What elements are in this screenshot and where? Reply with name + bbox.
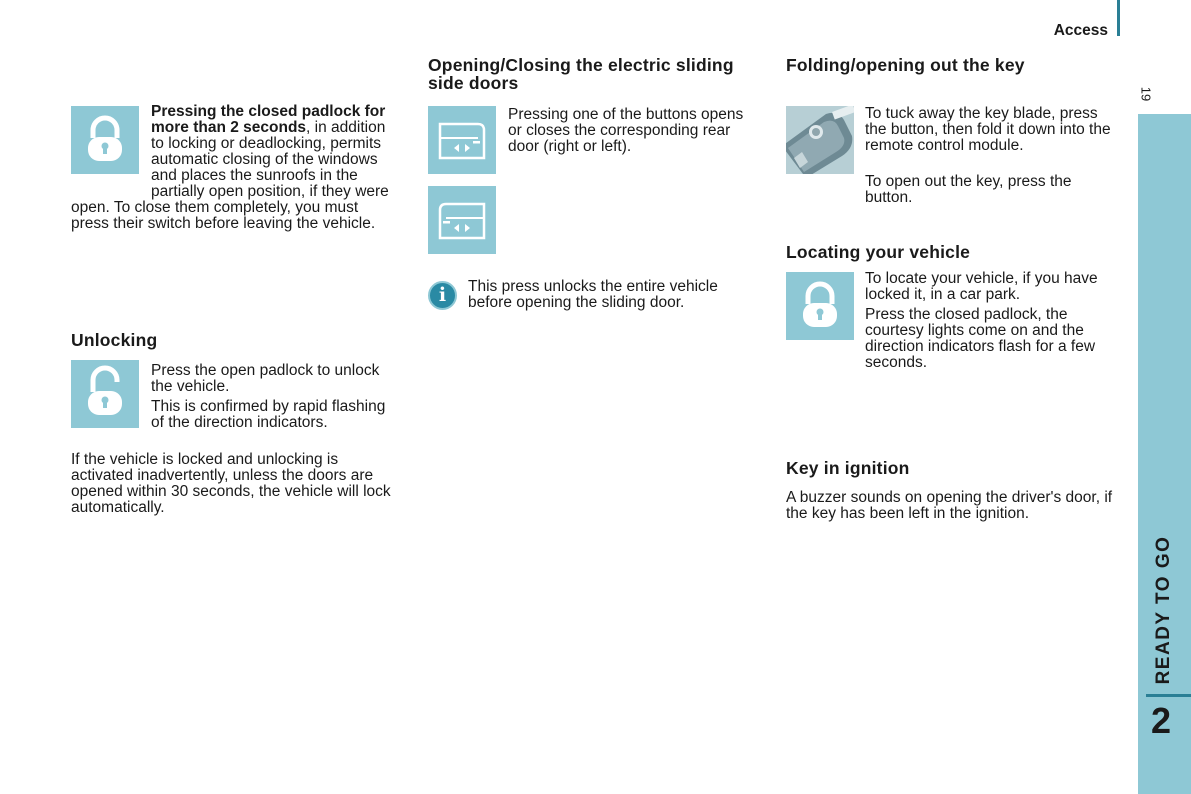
unlocking-text-2: This is confirmed by rapid flashing of the direction indicators. xyxy=(151,398,386,431)
locating-text-1: To locate your vehicle, if you have locked it, in a car park. xyxy=(865,270,1098,303)
closed-padlock-icon xyxy=(786,272,854,340)
unlocking-heading: Unlocking xyxy=(71,330,158,350)
chapter-divider xyxy=(1146,694,1191,697)
deadlock-paragraph xyxy=(71,104,393,232)
header-divider xyxy=(1117,0,1120,36)
open-padlock-icon xyxy=(71,360,139,428)
page-number: 19 xyxy=(1138,86,1154,102)
section-title: Access xyxy=(1053,22,1108,39)
right-sliding-door-icon[interactable] xyxy=(428,106,496,174)
locating-text-2: Press the closed padlock, the courtesy lights come on and the direction indicators flash for a few seconds. xyxy=(865,306,1096,371)
folding-key-text-1: To tuck away the key blade, press the button, then fold it down into the remote control module. xyxy=(865,105,1111,154)
chapter-number: 2 xyxy=(1150,700,1172,741)
sliding-doors-heading: Opening/Closing the electric sliding side doors xyxy=(428,55,734,93)
info-icon: i xyxy=(428,281,457,310)
key-remote-icon xyxy=(786,106,854,174)
chapter-title: READY TO GO xyxy=(1153,535,1174,685)
ignition-heading: Key in ignition xyxy=(786,458,910,478)
locating-heading: Locating your vehicle xyxy=(786,242,971,262)
left-sliding-door-icon[interactable] xyxy=(428,186,496,254)
ignition-text: A buzzer sounds on opening the driver's door, if the key has been left in the ignition. xyxy=(786,489,1113,522)
deadlock-bold-text: Pressing the closed padlock for more than 2 seconds xyxy=(151,103,386,136)
chapter-sidebar xyxy=(1138,114,1191,794)
deadlock-text: , in addition to locking or deadlocking, permits automatic closing of the windows and places the sunroofs in the partially open position, if they were open. To close them completely, you must press their switch before leaving the vehicle. xyxy=(71,119,389,232)
folding-key-heading: Folding/opening out the key xyxy=(786,55,1025,75)
folding-key-text-2: To open out the key, press the button. xyxy=(865,173,1072,206)
unlocking-text-3: If the vehicle is locked and unlocking is activated inadvertently, unless the doors are opened within 30 seconds, the vehicle will lock automatically. xyxy=(71,451,391,516)
sliding-doors-info-text: This press unlocks the entire vehicle before opening the sliding door. xyxy=(468,278,718,311)
unlocking-text-1: Press the open padlock to unlock the vehicle. xyxy=(151,362,380,395)
sliding-doors-text: Pressing one of the buttons opens or closes the corresponding rear door (right or left). xyxy=(508,106,744,155)
